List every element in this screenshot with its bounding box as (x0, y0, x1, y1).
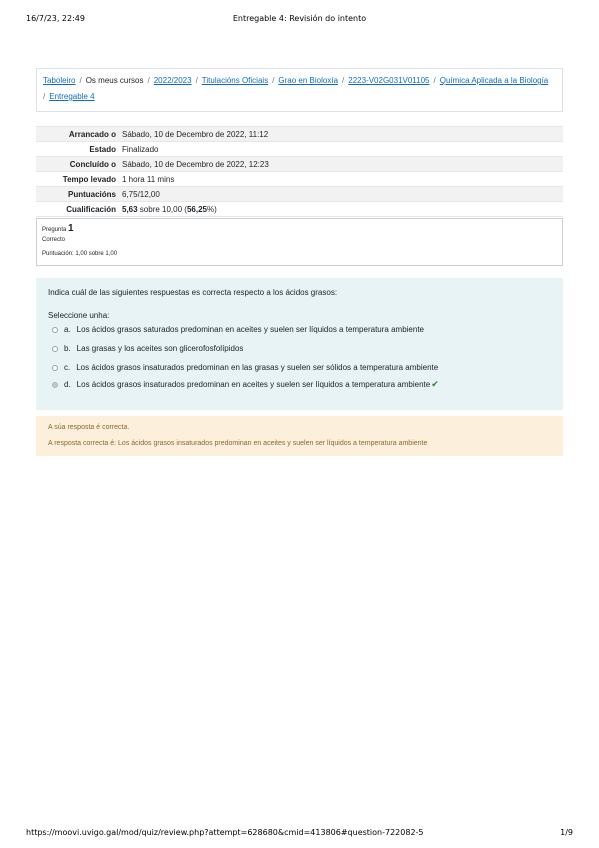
print-datetime: 16/7/23, 22:49 (26, 14, 85, 23)
breadcrumb-separator: / (79, 76, 82, 85)
answer-letter: d. (64, 380, 71, 389)
answer-text: Las grasas y los aceites son glicerofosfolípidos (76, 344, 244, 353)
question-feedback (36, 416, 563, 456)
grade-percent: 56,25 (186, 204, 207, 214)
question-text: Indica cuál de las siguientes respuestas es correcta respecto a los ácidos grasos: (48, 288, 338, 297)
grade-score: 5,63 (122, 204, 138, 214)
question-number (42, 223, 74, 234)
breadcrumb-my-courses: Os meus cursos (85, 76, 144, 85)
breadcrumb-separator: / (43, 92, 46, 101)
feedback-result: A súa resposta é correcta. (48, 424, 130, 431)
radio-button[interactable] (52, 346, 58, 352)
summary-key: Concluído o (36, 157, 119, 172)
breadcrumb-separator: / (433, 76, 436, 85)
summary-value: Finalizado (119, 142, 563, 157)
breadcrumb (36, 68, 563, 112)
summary-value: 6,75/12,00 (119, 187, 563, 202)
summary-row (36, 142, 563, 157)
summary-value: Sábado, 10 de Decembro de 2022, 12:23 (119, 157, 563, 172)
breadcrumb-official-degrees[interactable]: Titulacións Oficiais (201, 76, 269, 85)
summary-key: Cualificación (36, 202, 119, 217)
summary-value: 1 hora 11 mins (119, 172, 563, 187)
summary-row-grade (36, 202, 563, 217)
radio-button[interactable] (52, 365, 58, 371)
summary-row (36, 157, 563, 172)
answer-letter: c. (64, 363, 71, 372)
question-label: Pregunta (42, 227, 69, 233)
summary-key: Puntuacións (36, 187, 119, 202)
grade-end: %) (206, 204, 217, 214)
breadcrumb-separator: / (147, 76, 150, 85)
print-url: https://moovi.uvigo.gal/mod/quiz/review.php?attempt=628680&cmid=413806#question-722082-5 (26, 828, 424, 837)
radio-button[interactable] (52, 327, 58, 333)
answer-text: Los ácidos grasos insaturados predominan en aceites y suelen ser líquidos a temperatura ambiente (76, 380, 431, 389)
breadcrumb-course[interactable]: Química Aplicada a la Biología (439, 76, 549, 85)
radio-button-checked[interactable] (52, 382, 58, 388)
print-title: Entregable 4: Revisión do intento (232, 14, 367, 23)
answer-option-c[interactable] (52, 362, 438, 374)
grade-middle: sobre 10,00 ( (137, 204, 187, 214)
answer-text: Los ácidos grasos saturados predominan en aceites y suelen ser líquidos a temperatura ambiente (76, 325, 424, 334)
question-number-value: 1 (68, 223, 74, 234)
question-state: Correcto (42, 237, 66, 243)
breadcrumb-separator: / (342, 76, 345, 85)
summary-row (36, 172, 563, 187)
summary-row (36, 127, 563, 142)
breadcrumb-separator: / (272, 76, 275, 85)
breadcrumb-quiz[interactable]: Entregable 4 (49, 92, 95, 101)
print-page-number: 1/9 (560, 828, 573, 837)
summary-value: Sábado, 10 de Decembro de 2022, 11:12 (119, 127, 563, 142)
question-grade: Puntuación: 1,00 sobre 1,00 (42, 251, 118, 257)
answer-option-d[interactable] (52, 378, 439, 390)
breadcrumb-separator: / (195, 76, 198, 85)
breadcrumb-degree[interactable]: Grao en Bioloxía (278, 76, 339, 85)
breadcrumb-year[interactable]: 2022/2023 (153, 76, 192, 85)
breadcrumb-dashboard[interactable]: Taboleiro (43, 76, 76, 85)
question-formulation (36, 278, 563, 410)
attempt-summary-table (36, 126, 563, 217)
summary-key: Arrancado o (36, 127, 119, 142)
summary-key: Tempo levado (36, 172, 119, 187)
answer-letter: b. (64, 344, 71, 353)
feedback-right-answer: A resposta correcta é: Los ácidos grasos insaturados predominan en aceites y suelen ser líquidos a temperatura ambiente (48, 440, 428, 447)
summary-grade-value (119, 202, 563, 217)
breadcrumb-course-code[interactable]: 2223-V02G031V01105 (348, 76, 430, 85)
answer-letter: a. (64, 325, 71, 334)
summary-key: Estado (36, 142, 119, 157)
answer-option-a[interactable] (52, 324, 424, 336)
question-info (36, 218, 563, 266)
check-icon: ✔ (431, 379, 439, 389)
answer-prompt: Seleccione unha: (48, 311, 110, 320)
answer-option-b[interactable] (52, 343, 243, 355)
summary-row (36, 187, 563, 202)
answer-text: Los ácidos grasos insaturados predominan en las grasas y suelen ser sólidos a temperatura ambiente (76, 363, 439, 372)
